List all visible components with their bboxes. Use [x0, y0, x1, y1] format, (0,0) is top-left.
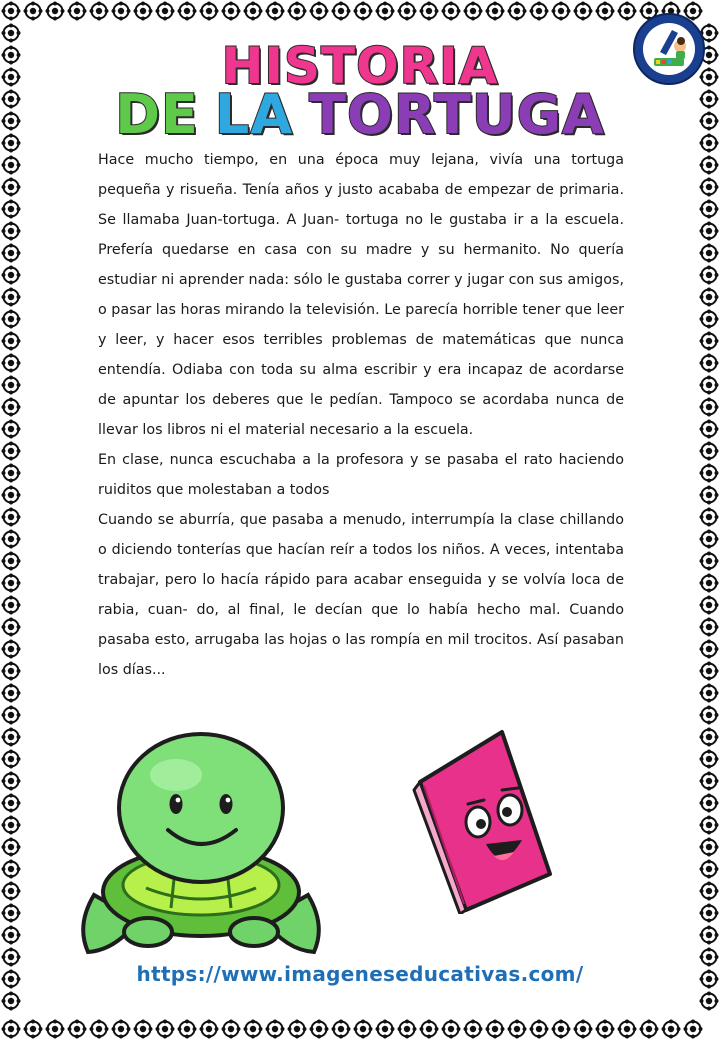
border-flower: [222, 2, 241, 21]
border-flower: [700, 838, 719, 857]
border-flower: [24, 1020, 43, 1039]
border-flower: [2, 882, 21, 901]
story-paragraph-1: Hace mucho tiempo, en una época muy lejana, vivía una tortuga pequeña y risueña. Tenía años y justo acababa de empezar de primaria. Se llamaba Juan-tortuga. A Juan- tortuga no le gustaba ir a la escuela. Prefería quedarse en casa con su madre y su hermanito. No quería estudiar ni aprender nada: sólo le gustaba correr y jugar con sus amigos, o pasar las horas mirando la televisión. Le parecía horrible tener que leer y leer, y hacer esos terribles problemas de matemáticas que nunca entendía. Odiaba con toda su alma escribir y era incapaz de acordarse de apuntar los deberes que le pedían. Tampoco se acordaba nunca de llevar los libros ni el material necesario a la escuela.: [98, 152, 624, 438]
border-flower: [2, 156, 21, 175]
border-flower: [700, 266, 719, 285]
border-flower: [156, 1020, 175, 1039]
border-flower: [442, 1020, 461, 1039]
border-flower: [700, 750, 719, 769]
border-flower: [222, 1020, 241, 1039]
border-flower: [2, 684, 21, 703]
border-flower: [2, 706, 21, 725]
border-flower: [508, 1020, 527, 1039]
title-word-tortuga: TORTUGA: [309, 83, 605, 146]
border-flower: [596, 1020, 615, 1039]
border-flower: [200, 1020, 219, 1039]
border-flower: [700, 354, 719, 373]
border-flower: [700, 222, 719, 241]
border-flower: [700, 926, 719, 945]
border-flower: [700, 442, 719, 461]
title-word-historia: HISTORIA: [221, 37, 499, 95]
border-flower: [266, 2, 285, 21]
border-flower: [2, 926, 21, 945]
border-flower: [2, 376, 21, 395]
story-paragraph-3: Cuando se aburría, que pasaba a menudo, interrumpía la clase chillando o diciendo tonterías que hacían reír a todos los niños. A veces, intentaba trabajar, pero lo hacía rápido para acabar enseguida y se volvía loca de rabia, cuan- do, al final, le decían que lo había hecho mal. Cuando pasaba esto, arrugaba las hojas o las rompía en mil trocitos. Así pasaban los días...: [98, 512, 624, 678]
border-flower: [574, 1020, 593, 1039]
border-flower: [2, 464, 21, 483]
border-flower: [2, 772, 21, 791]
border-flower: [442, 2, 461, 21]
border-flower: [2, 838, 21, 857]
border-flower: [552, 1020, 571, 1039]
border-flower: [398, 2, 417, 21]
border-flower: [2, 596, 21, 615]
border-flower: [112, 2, 131, 21]
border-flower: [2, 266, 21, 285]
border-flower: [2, 794, 21, 813]
border-flower: [354, 1020, 373, 1039]
border-flower: [310, 1020, 329, 1039]
border-flower: [244, 2, 263, 21]
border-flower: [2, 728, 21, 747]
title-word-de: DE: [115, 83, 199, 146]
border-flower: [332, 1020, 351, 1039]
border-flower: [2, 530, 21, 549]
border-flower: [310, 2, 329, 21]
border-flower: [288, 2, 307, 21]
border-flower: [530, 1020, 549, 1039]
border-flower: [2, 816, 21, 835]
border-flower: [46, 1020, 65, 1039]
border-flower: [700, 772, 719, 791]
border-flower: [332, 2, 351, 21]
border-flower: [2, 200, 21, 219]
border-flower: [2, 640, 21, 659]
border-flower: [700, 904, 719, 923]
border-flower: [662, 1020, 681, 1039]
border-flower: [700, 398, 719, 417]
border-flower: [700, 486, 719, 505]
border-flower: [2, 860, 21, 879]
border-flower: [700, 574, 719, 593]
border-flower: [574, 2, 593, 21]
border-flower: [2, 398, 21, 417]
story-paragraph-2: En clase, nunca escuchaba a la profesora y se pasaba el rato haciendo ruiditos que molestaban a todos: [98, 452, 624, 498]
imageneseducativas-logo-icon: [632, 12, 706, 86]
border-flower: [2, 552, 21, 571]
border-flower: [2, 2, 21, 21]
border-flower: [178, 2, 197, 21]
border-flower: [266, 1020, 285, 1039]
border-flower: [2, 420, 21, 439]
border-flower: [68, 1020, 87, 1039]
border-flower: [700, 420, 719, 439]
border-flower: [2, 750, 21, 769]
border-flower: [700, 332, 719, 351]
border-flower: [700, 552, 719, 571]
border-flower: [700, 728, 719, 747]
border-flower: [700, 200, 719, 219]
border-flower: [700, 684, 719, 703]
border-flower: [552, 2, 571, 21]
border-flower: [200, 2, 219, 21]
border-flower: [530, 2, 549, 21]
border-flower: [508, 2, 527, 21]
border-flower: [700, 156, 719, 175]
border-flower: [2, 904, 21, 923]
border-flower: [46, 2, 65, 21]
border-flower: [640, 1020, 659, 1039]
border-flower: [700, 706, 719, 725]
border-flower: [134, 2, 153, 21]
border-flower: [134, 1020, 153, 1039]
border-flower: [700, 882, 719, 901]
border-flower: [90, 2, 109, 21]
border-flower: [2, 244, 21, 263]
website-url-link[interactable]: https://www.imageneseducativas.com/: [136, 962, 584, 986]
border-flower: [178, 1020, 197, 1039]
border-flower: [420, 1020, 439, 1039]
border-flower: [700, 640, 719, 659]
border-flower: [420, 2, 439, 21]
border-flower: [700, 530, 719, 549]
border-flower: [596, 2, 615, 21]
border-flower: [700, 464, 719, 483]
smiling-pink-book-illustration: [410, 724, 560, 914]
border-flower: [700, 244, 719, 263]
border-flower: [2, 310, 21, 329]
border-flower: [2, 178, 21, 197]
cartoon-turtle-illustration: [76, 720, 326, 960]
border-flower: [464, 2, 483, 21]
border-flower: [244, 1020, 263, 1039]
border-flower: [700, 596, 719, 615]
border-flower: [700, 662, 719, 681]
border-flower: [700, 618, 719, 637]
border-flower: [2, 662, 21, 681]
border-flower: [486, 2, 505, 21]
border-flower: [700, 794, 719, 813]
border-flower: [2, 442, 21, 461]
border-flower: [486, 1020, 505, 1039]
border-flower: [2, 222, 21, 241]
border-flower: [700, 816, 719, 835]
border-flower: [700, 310, 719, 329]
border-flower: [2, 1020, 21, 1039]
border-flower: [90, 1020, 109, 1039]
border-flower: [618, 1020, 637, 1039]
border-flower: [2, 618, 21, 637]
border-flower: [700, 376, 719, 395]
title-word-la: LA: [214, 83, 294, 146]
border-flower: [2, 574, 21, 593]
border-flower: [376, 2, 395, 21]
border-flower: [2, 992, 21, 1011]
border-flower: [464, 1020, 483, 1039]
border-flower: [2, 508, 21, 527]
border-flower: [156, 2, 175, 21]
border-flower: [112, 1020, 131, 1039]
border-flower: [684, 1020, 703, 1039]
story-text: [98, 145, 624, 685]
border-flower: [288, 1020, 307, 1039]
border-flower: [700, 992, 719, 1011]
border-flower: [2, 486, 21, 505]
border-flower: [354, 2, 373, 21]
border-flower: [376, 1020, 395, 1039]
border-flower: [700, 860, 719, 879]
border-flower: [2, 288, 21, 307]
border-flower: [2, 332, 21, 351]
border-flower: [398, 1020, 417, 1039]
border-flower: [700, 178, 719, 197]
border-flower: [2, 354, 21, 373]
border-flower: [24, 2, 43, 21]
title-line-de-la-tortuga: [0, 83, 720, 146]
border-flower: [700, 288, 719, 307]
border-flower: [68, 2, 87, 21]
border-flower: [700, 508, 719, 527]
